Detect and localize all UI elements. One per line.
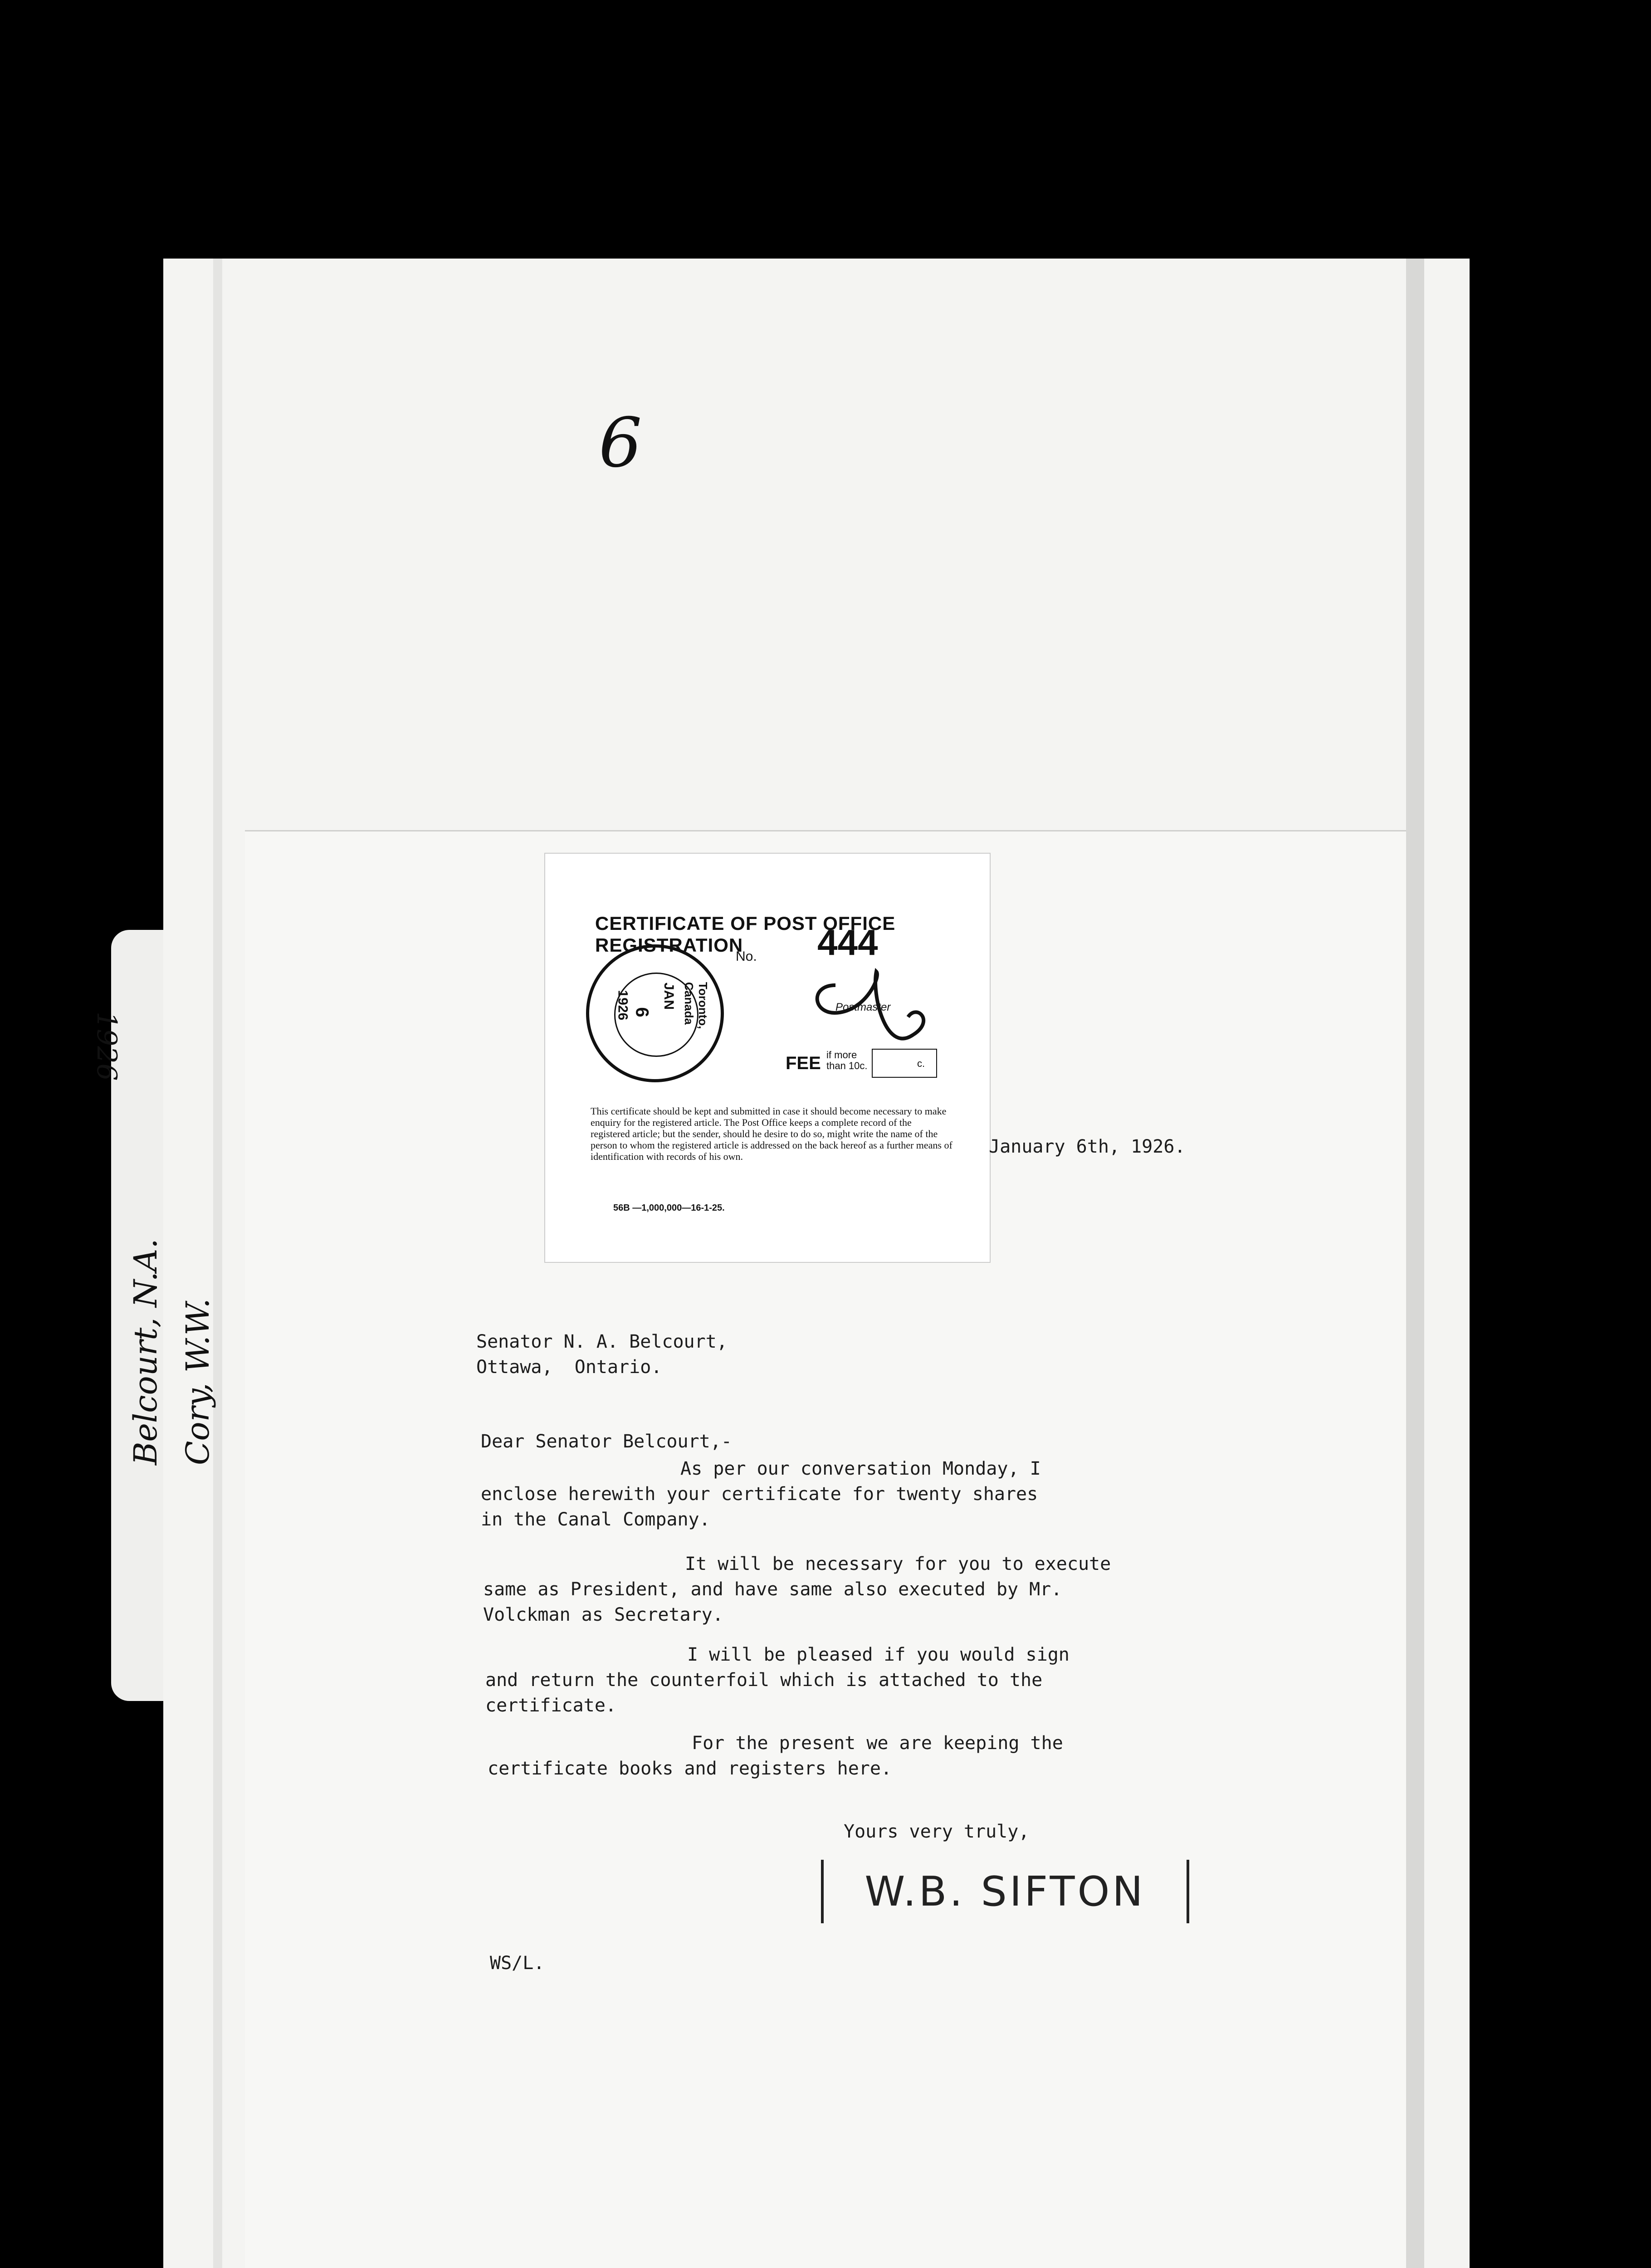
registration-certificate (544, 853, 991, 1263)
fee-unit: c. (917, 1058, 925, 1069)
folder-name-2: Cory, W.W. (179, 1298, 216, 1465)
folder-year: 1926 (91, 1012, 122, 1081)
paragraph-4-line-1: For the present we are keeping the (692, 1733, 1063, 1754)
recipient-address: Ottawa, Ontario. (476, 1357, 662, 1378)
closing: Yours very truly, (844, 1821, 1030, 1842)
paragraph-1-line-1: As per our conversation Monday, I (680, 1458, 1041, 1479)
letter-date: January 6th, 1926. (989, 1136, 1186, 1157)
certificate-form-number: 56B —1,000,000—16-1-25. (613, 1203, 725, 1213)
stamp-month: JAN (661, 982, 677, 1010)
fee-note: if more than 10c. (826, 1049, 868, 1071)
recipient-name: Senator N. A. Belcourt, (476, 1331, 728, 1352)
certificate-no-label: No. (736, 949, 757, 964)
stamp-place: Toronto, Canada (682, 982, 710, 1029)
paragraph-2-line-1: It will be necessary for you to execute (685, 1554, 1111, 1574)
stamp-day: 6 (632, 1007, 652, 1017)
paragraph-3-line-3: certificate. (485, 1695, 616, 1716)
typist-initials: WS/L. (490, 1953, 545, 1974)
paragraph-4-line-2: certificate books and registers here. (488, 1758, 892, 1779)
paper-edge (1406, 259, 1424, 2268)
postmaster-signature (808, 967, 953, 1058)
paragraph-2-line-2: same as President, and have same also executed by Mr. (483, 1579, 1062, 1600)
signature: W.B. SIFTON (821, 1860, 1189, 1923)
page-mark: 6 (599, 404, 642, 483)
paragraph-3-line-2: and return the counterfoil which is attached to the (485, 1670, 1043, 1691)
postmaster-label: Postmaster (835, 1001, 891, 1013)
fee-label: FEE (786, 1053, 821, 1073)
paragraph-1-line-2: enclose herewith your certificate for twenty shares (481, 1484, 1038, 1505)
certificate-note: This certificate should be kept and submitted in case it should become necessary to make enquiry for the registered article. The Post Office keeps a complete record of the registered article; but the sender, should he desire to do so, might write the name of the person to whom the registered article is addressed on the back hereof as a further means of identification with records of his own. (591, 1105, 952, 1162)
stamp-year: 1926 (615, 990, 630, 1021)
paper-edge (213, 259, 222, 2268)
paragraph-3-line-1: I will be pleased if you would sign (687, 1644, 1070, 1665)
certificate-number: 444 (817, 922, 878, 963)
postmark-stamp (586, 944, 724, 1082)
folder-name-1: Belcourt, N.A. (127, 1238, 164, 1465)
salutation: Dear Senator Belcourt,- (481, 1431, 732, 1452)
paragraph-1-line-3: in the Canal Company. (481, 1509, 710, 1530)
paragraph-2-line-3: Volckman as Secretary. (483, 1604, 723, 1625)
certificate-title: CERTIFICATE OF POST OFFICE REGISTRATION (595, 913, 896, 956)
